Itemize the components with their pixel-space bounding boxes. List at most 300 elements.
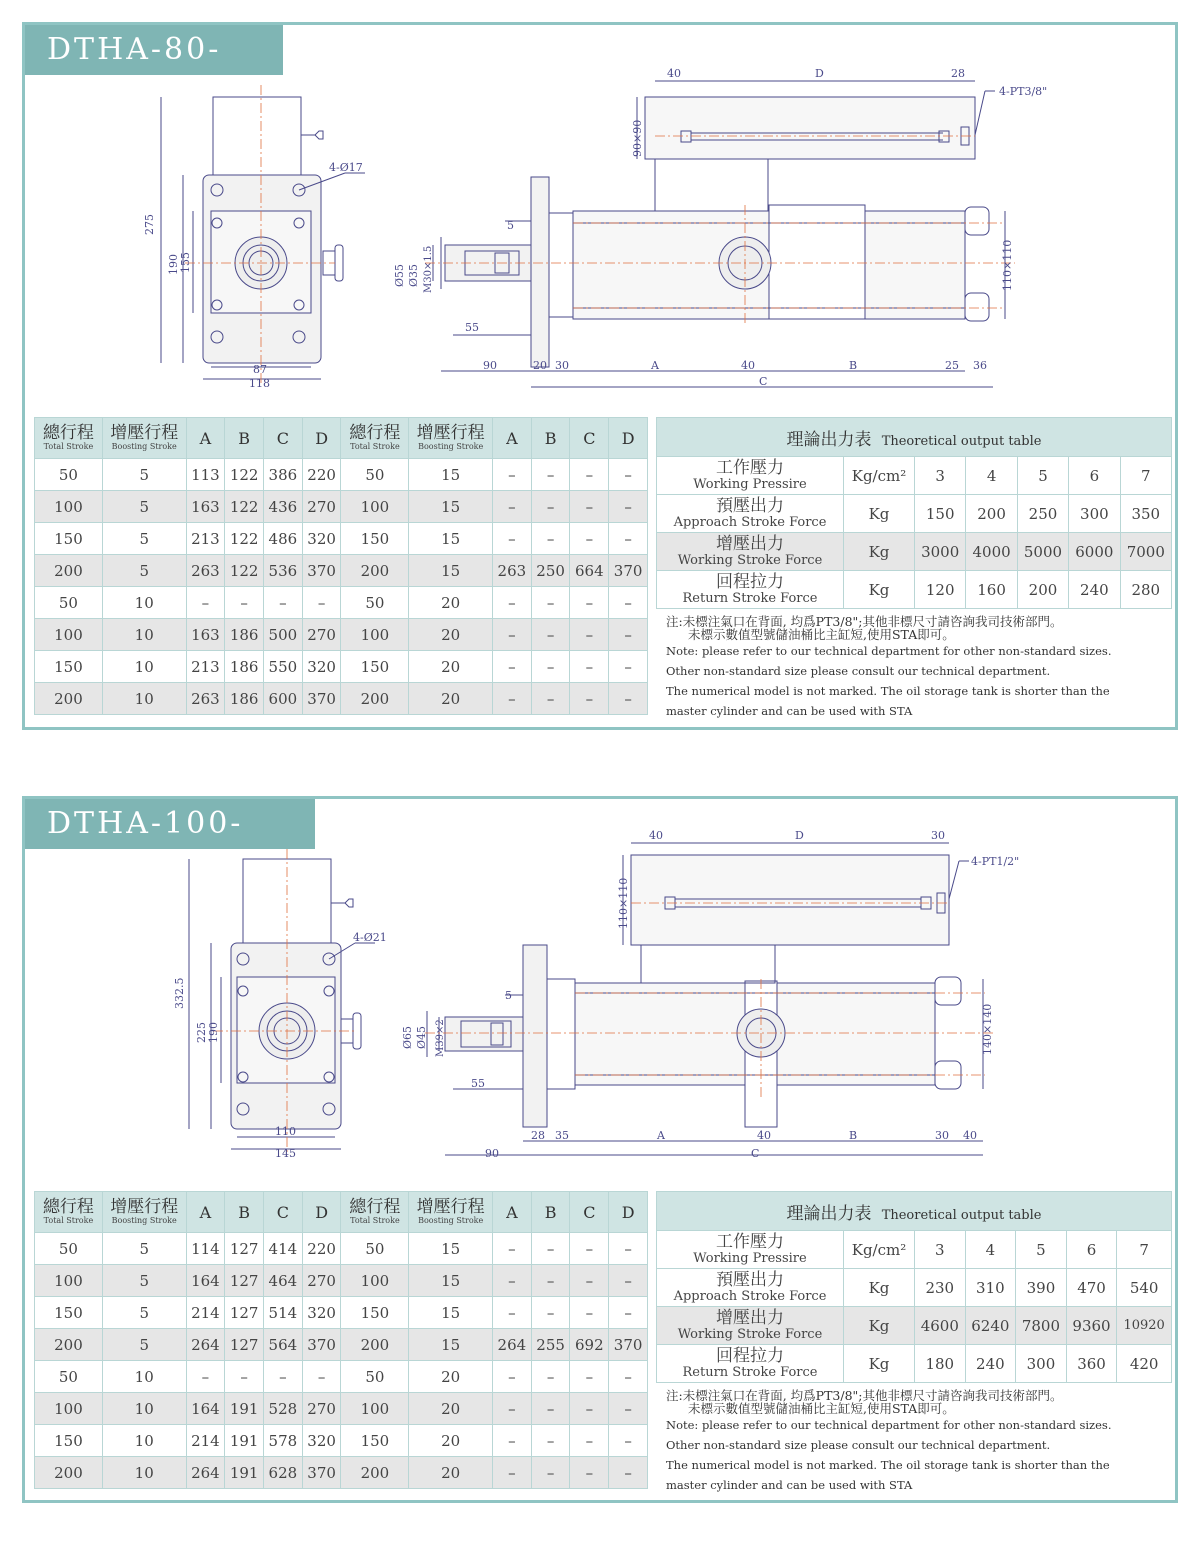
side-flange — [523, 945, 547, 1127]
table-cell: – — [531, 1265, 570, 1297]
table-cell: 122 — [225, 555, 264, 587]
dim-40: 40 — [649, 829, 663, 842]
table-cell: 664 — [570, 555, 609, 587]
table-cell: 320 — [302, 651, 341, 683]
table-cell: 191 — [225, 1393, 264, 1425]
table-cell: 160 — [966, 571, 1017, 609]
dim-od: Ø55 — [393, 263, 406, 287]
table-cell: 250 — [531, 555, 570, 587]
dim-40b: 40 — [741, 359, 755, 372]
table-cell: 50 — [35, 587, 103, 619]
dim-body: 140×140 — [981, 1003, 994, 1055]
dim-rod: Ø35 — [407, 263, 420, 287]
table-cell: – — [570, 459, 609, 491]
table-cell: 100 — [35, 491, 103, 523]
table-cell: – — [493, 587, 532, 619]
dim-thread: M30×1.5 — [423, 245, 434, 293]
dim-c: C — [759, 375, 768, 388]
dim-40: 40 — [667, 67, 681, 80]
table-cell: 263 — [493, 555, 532, 587]
dim-tank: 110×110 — [617, 877, 630, 929]
table-cell: 220 — [302, 1233, 341, 1265]
table-row — [35, 683, 648, 715]
table-cell: 20 — [409, 1457, 493, 1489]
table-cell: 150 — [915, 495, 966, 533]
table-cell: – — [531, 1233, 570, 1265]
table-cell: 240 — [1069, 571, 1120, 609]
table-cell: – — [609, 523, 648, 555]
table-cell: 200 — [966, 495, 1017, 533]
table-cell: – — [531, 1425, 570, 1457]
dim-28: 28 — [531, 1129, 545, 1142]
table-cell: 270 — [302, 1393, 341, 1425]
notes: 注:未標注氣口在背面, 均爲PT3/8";其他非標尺寸請咨詢我司技術部門。 未標示數值型號儲油桶比主缸短,使用STA即可。 Note: please refer to our technical department for other non-standard sizes. Other non-standard size please consult our technical department. The numerical model is not marked. The oil storage tank is shorter than the master cylinder and can be used with STA — [666, 614, 1112, 718]
table-row — [35, 619, 648, 651]
table-cell: 528 — [264, 1393, 303, 1425]
dim-b: B — [849, 1129, 858, 1142]
table-cell: 180 — [915, 1345, 966, 1383]
table-cell: 214 — [186, 1425, 225, 1457]
dim-holes: 4-Ø21 — [353, 931, 387, 944]
table-cell: 9360 — [1066, 1307, 1117, 1345]
table-cell: B — [225, 418, 264, 459]
table-cell: – — [531, 651, 570, 683]
table-cell: – — [493, 459, 532, 491]
table-cell: – — [609, 1297, 648, 1329]
table-cell: 6 — [1069, 457, 1120, 495]
table-cell: 370 — [302, 555, 341, 587]
table-cell: 200 — [341, 555, 409, 587]
dim-30: 30 — [555, 359, 569, 372]
dim-30: 30 — [931, 829, 945, 842]
table-cell: – — [186, 587, 225, 619]
dim-25: 25 — [945, 359, 959, 372]
table-cell: – — [609, 1361, 648, 1393]
table-cell: 114 — [186, 1233, 225, 1265]
table-cell: – — [264, 1361, 303, 1393]
dim-90: 90 — [483, 359, 497, 372]
table-cell: – — [493, 683, 532, 715]
table-cell: 150 — [341, 1425, 409, 1457]
table-cell: Kg/cm² — [844, 1231, 915, 1269]
dim-20: 20 — [533, 359, 547, 372]
table-cell: 6 — [1066, 1231, 1117, 1269]
dim-5: 5 — [507, 219, 514, 232]
table-cell: 370 — [302, 1329, 341, 1361]
table-cell: 122 — [225, 523, 264, 555]
table-cell: 370 — [302, 1457, 341, 1489]
table-cell: – — [531, 619, 570, 651]
table-cell: D — [609, 418, 648, 459]
table-cell: – — [531, 587, 570, 619]
table-cell: 200 — [341, 1329, 409, 1361]
table-cell: 20 — [409, 1361, 493, 1393]
table-cell: 150 — [35, 523, 103, 555]
table-row — [35, 1265, 648, 1297]
table-cell: – — [570, 587, 609, 619]
table-cell: 15 — [409, 459, 493, 491]
table-cell: B — [531, 418, 570, 459]
table-cell: – — [531, 1393, 570, 1425]
table-cell: – — [531, 1297, 570, 1329]
table-cell: – — [531, 459, 570, 491]
table-cell: 200 — [341, 1457, 409, 1489]
table-cell: Kg — [844, 571, 915, 609]
table-cell: 255 — [531, 1329, 570, 1361]
table-cell: 20 — [409, 1425, 493, 1457]
table-cell: 564 — [264, 1329, 303, 1361]
table-cell: 191 — [225, 1425, 264, 1457]
table-cell: 120 — [915, 571, 966, 609]
front-tank — [213, 97, 301, 177]
table-cell: D — [609, 1192, 648, 1233]
table-cell: 5 — [1017, 457, 1068, 495]
table-cell: 5 — [102, 555, 186, 587]
table-cell: Kg — [844, 495, 915, 533]
table-cell: 20 — [409, 651, 493, 683]
table-cell: 50 — [35, 1233, 103, 1265]
dim-rod: Ø45 — [415, 1025, 428, 1049]
table-cell: 10 — [102, 1393, 186, 1425]
dim-190: 190 — [167, 254, 180, 275]
table-cell: 113 — [186, 459, 225, 491]
table-cell: C — [570, 418, 609, 459]
table-cell: 5000 — [1017, 533, 1068, 571]
model-title: DTHA-100-10T — [25, 799, 315, 849]
table-cell: – — [493, 619, 532, 651]
table-cell: – — [493, 491, 532, 523]
table-cell: 50 — [35, 1361, 103, 1393]
table-cell: 350 — [1120, 495, 1171, 533]
table-row — [35, 1361, 648, 1393]
table-cell: 200 — [35, 555, 103, 587]
table-cell: 386 — [264, 459, 303, 491]
table-cell: 270 — [302, 1265, 341, 1297]
table-cell: – — [570, 491, 609, 523]
dim-od: Ø65 — [401, 1025, 414, 1049]
table-cell: 150 — [341, 1297, 409, 1329]
table-cell: 50 — [35, 459, 103, 491]
table-cell: 370 — [609, 1329, 648, 1361]
table-cell: 20 — [409, 1393, 493, 1425]
table-cell: – — [570, 651, 609, 683]
table-cell: 164 — [186, 1265, 225, 1297]
table-cell: 50 — [341, 459, 409, 491]
table-cell: 10 — [102, 1425, 186, 1457]
table-row — [35, 1393, 648, 1425]
table-row — [35, 1297, 648, 1329]
table-cell: 20 — [409, 619, 493, 651]
table-cell: 10 — [102, 683, 186, 715]
dim-port: 4-PT3/8" — [999, 85, 1048, 98]
table-cell: 550 — [264, 651, 303, 683]
table-cell: 213 — [186, 523, 225, 555]
table-cell: 264 — [186, 1329, 225, 1361]
table-cell: 270 — [302, 491, 341, 523]
dim-36: 36 — [973, 359, 987, 372]
table-cell: – — [493, 1393, 532, 1425]
dim-87: 87 — [253, 363, 267, 376]
table-cell: 5 — [102, 1265, 186, 1297]
model-title: DTHA-80-5T — [25, 25, 283, 75]
side-tank — [645, 97, 975, 159]
model-panel-2 — [22, 796, 1178, 1503]
dim-155: 155 — [179, 252, 192, 273]
dim-holes: 4-Ø17 — [329, 161, 363, 174]
table-cell: 100 — [35, 619, 103, 651]
dim-40b: 40 — [757, 1129, 771, 1142]
table-cell: 10 — [102, 587, 186, 619]
table-cell: – — [225, 587, 264, 619]
table-cell: 15 — [409, 555, 493, 587]
table-cell: – — [531, 1457, 570, 1489]
table-cell: 692 — [570, 1329, 609, 1361]
table-cell: 10 — [102, 651, 186, 683]
table-row — [35, 651, 648, 683]
table-cell: Kg — [844, 533, 915, 571]
table-cell: – — [302, 1361, 341, 1393]
table-cell: 5 — [1016, 1231, 1067, 1269]
table-cell: – — [493, 651, 532, 683]
table-cell: 100 — [341, 1393, 409, 1425]
table-cell: Kg — [844, 1307, 915, 1345]
table-cell: – — [570, 619, 609, 651]
table-cell: 414 — [264, 1233, 303, 1265]
table-cell: 370 — [609, 555, 648, 587]
table-cell: 320 — [302, 1297, 341, 1329]
table-cell: 10 — [102, 619, 186, 651]
dim-b: B — [849, 359, 858, 372]
table-cell: D — [302, 418, 341, 459]
table-cell: 436 — [264, 491, 303, 523]
table-cell: 163 — [186, 491, 225, 523]
table-cell: 15 — [409, 1233, 493, 1265]
table-cell: – — [609, 587, 648, 619]
table-cell: B — [225, 1192, 264, 1233]
table-cell: 214 — [186, 1297, 225, 1329]
table-cell: B — [531, 1192, 570, 1233]
table-cell: C — [264, 418, 303, 459]
table-cell: – — [531, 683, 570, 715]
table-cell: – — [225, 1361, 264, 1393]
table-cell: 15 — [409, 1265, 493, 1297]
dim-tank: 90×90 — [631, 119, 644, 157]
table-cell: – — [570, 1361, 609, 1393]
dim-332: 332.5 — [173, 977, 186, 1009]
table-cell: Kg — [844, 1269, 915, 1307]
table-cell: 264 — [493, 1329, 532, 1361]
table-cell: 230 — [915, 1269, 966, 1307]
table-row — [35, 555, 648, 587]
table-cell: 4 — [965, 1231, 1016, 1269]
table-row — [35, 1457, 648, 1489]
table-cell: 5 — [102, 1297, 186, 1329]
table-cell: 7000 — [1120, 533, 1171, 571]
table-cell: – — [531, 1361, 570, 1393]
table-cell: 578 — [264, 1425, 303, 1457]
table-cell: 470 — [1066, 1269, 1117, 1307]
table-cell: – — [609, 1457, 648, 1489]
table-cell: 127 — [225, 1329, 264, 1361]
table-cell: 100 — [341, 619, 409, 651]
table-cell: 5 — [102, 491, 186, 523]
table-cell: 100 — [341, 1265, 409, 1297]
table-row: 工作壓力 Working Pressire Kg/cm² 3 4 5 6 7 — [657, 1231, 1172, 1269]
table-cell: 5 — [102, 523, 186, 555]
table-cell: 10920 — [1117, 1307, 1172, 1345]
dim-d: D — [815, 67, 824, 80]
table-cell: 191 — [225, 1457, 264, 1489]
table-cell: 263 — [186, 683, 225, 715]
technical-drawing — [25, 25, 1175, 415]
table-cell: – — [570, 1297, 609, 1329]
table-cell: Kg — [844, 1345, 915, 1383]
table-cell: 100 — [35, 1265, 103, 1297]
table-cell: 250 — [1017, 495, 1068, 533]
table-cell: 163 — [186, 619, 225, 651]
table-cell: 10 — [102, 1457, 186, 1489]
table-cell: 150 — [35, 1297, 103, 1329]
table-cell: 100 — [341, 491, 409, 523]
table-cell: Kg/cm² — [844, 457, 915, 495]
table-cell: 540 — [1117, 1269, 1172, 1307]
table-cell: 300 — [1069, 495, 1120, 533]
table-cell: 420 — [1117, 1345, 1172, 1383]
table-cell: 3 — [915, 457, 966, 495]
table-cell: – — [493, 1265, 532, 1297]
table-cell: 514 — [264, 1297, 303, 1329]
table-row — [35, 459, 648, 491]
table-cell: – — [570, 1233, 609, 1265]
table-cell: 200 — [1017, 571, 1068, 609]
table-cell: 220 — [302, 459, 341, 491]
dimension-table: 總行程 Total Stroke 增壓行程 Boosting Stroke A B C D 總行程 Total Stroke 增壓行程 Boosting Stroke A B C D 50 5 114 127 414 220 50 15 – – – – 100 5 164 127 464 270 100 15 – – – – 150 5 214 127 514 320 150 15 – – – – 200 5 264 127 564 370 200 15 264 255 692 370 50 10 – – – – 50 20 – – – – 100 10 164 191 528 270 100 20 – – – – 150 10 214 191 578 320 150 20 – – – – 200 10 264 191 628 370 200 20 – – – – — [34, 1191, 648, 1489]
table-cell: 20 — [409, 683, 493, 715]
table-cell: 7 — [1117, 1231, 1172, 1269]
table-cell: – — [531, 523, 570, 555]
dim-port: 4-PT1/2" — [971, 855, 1020, 868]
table-row: 工作壓力 Working Pressire Kg/cm² 3 4 5 6 7 — [657, 457, 1172, 495]
table-cell: – — [609, 619, 648, 651]
dim-118: 118 — [249, 377, 270, 390]
table-cell: 5 — [102, 459, 186, 491]
table-row: 預壓出力 Approach Stroke Force Kg 230 310 390 470 540 — [657, 1269, 1172, 1307]
output-table: 理論出力表 Theoretical output table 工作壓力 Working Pressire Kg/cm² 3 4 5 6 7 預壓出力 Approach Stroke Force Kg 230 310 390 470 540 增壓出力 Working Stroke Force Kg 4600 6240 7800 9360 10920 回程拉力 Return Stroke Force Kg 180 240 300 360 420 — [656, 1191, 1172, 1383]
table-cell: 360 — [1066, 1345, 1117, 1383]
table-cell: A — [493, 418, 532, 459]
dim-d: D — [795, 829, 804, 842]
table-cell: 5 — [102, 1329, 186, 1361]
table-cell: 164 — [186, 1393, 225, 1425]
table-cell: 320 — [302, 1425, 341, 1457]
technical-drawing — [25, 799, 1175, 1189]
table-cell: 200 — [341, 683, 409, 715]
side-tank — [631, 855, 949, 945]
table-row — [35, 491, 648, 523]
table-cell: 370 — [302, 683, 341, 715]
table-row: 增壓出力 Working Stroke Force Kg 3000 4000 5000 6000 7000 — [657, 533, 1172, 571]
table-cell: 100 — [35, 1393, 103, 1425]
table-cell: 3 — [915, 1231, 966, 1269]
table-cell: – — [493, 523, 532, 555]
table-cell: A — [493, 1192, 532, 1233]
table-cell: 486 — [264, 523, 303, 555]
side-flange — [531, 177, 549, 367]
table-cell: 270 — [302, 619, 341, 651]
dim-55: 55 — [471, 1077, 485, 1090]
dim-145: 145 — [275, 1147, 296, 1160]
table-cell: 15 — [409, 1329, 493, 1361]
table-cell: 4000 — [966, 533, 1017, 571]
table-cell: 200 — [35, 1329, 103, 1361]
table-cell: 280 — [1120, 571, 1171, 609]
table-row — [35, 1425, 648, 1457]
table-cell: 500 — [264, 619, 303, 651]
table-row — [35, 587, 648, 619]
table-cell: 464 — [264, 1265, 303, 1297]
table-cell: 263 — [186, 555, 225, 587]
table-cell: 3000 — [915, 533, 966, 571]
table-cell: 390 — [1016, 1269, 1067, 1307]
table-cell: – — [570, 523, 609, 555]
table-cell: C — [264, 1192, 303, 1233]
table-cell: 122 — [225, 459, 264, 491]
dim-a: A — [651, 359, 659, 372]
table-cell: 186 — [225, 683, 264, 715]
table-cell: 6240 — [965, 1307, 1016, 1345]
dim-body: 110×110 — [1001, 239, 1014, 291]
dim-a: A — [657, 1129, 665, 1142]
dim-5: 5 — [505, 989, 512, 1002]
table-cell: – — [609, 1393, 648, 1425]
dim-275: 275 — [143, 214, 156, 235]
table-cell: – — [531, 491, 570, 523]
table-cell: – — [493, 1297, 532, 1329]
dim-90: 90 — [485, 1147, 499, 1160]
table-cell: 15 — [409, 1297, 493, 1329]
table-cell: 122 — [225, 491, 264, 523]
table-cell: 240 — [965, 1345, 1016, 1383]
table-row: 預壓出力 Approach Stroke Force Kg 150 200 250 300 350 — [657, 495, 1172, 533]
output-table: 理論出力表 Theoretical output table 工作壓力 Working Pressire Kg/cm² 3 4 5 6 7 預壓出力 Approach Stroke Force Kg 150 200 250 300 350 增壓出力 Working Stroke Force Kg 3000 4000 5000 6000 7000 回程拉力 Return Stroke Force Kg 120 160 200 240 280 — [656, 417, 1172, 609]
table-cell: – — [570, 1393, 609, 1425]
table-cell: 150 — [35, 651, 103, 683]
table-cell: – — [493, 1233, 532, 1265]
table-cell: 50 — [341, 1361, 409, 1393]
table-cell: – — [570, 1265, 609, 1297]
dim-225: 225 — [195, 1022, 208, 1043]
table-cell: – — [570, 683, 609, 715]
table-cell: 10 — [102, 1361, 186, 1393]
table-cell: 536 — [264, 555, 303, 587]
table-row: 回程拉力 Return Stroke Force Kg 120 160 200 240 280 — [657, 571, 1172, 609]
table-cell: 186 — [225, 651, 264, 683]
table-cell: – — [609, 651, 648, 683]
table-cell: 150 — [341, 523, 409, 555]
table-cell: 4600 — [915, 1307, 966, 1345]
table-cell: 200 — [35, 683, 103, 715]
table-cell: 6000 — [1069, 533, 1120, 571]
table-cell: A — [186, 1192, 225, 1233]
table-row — [35, 1233, 648, 1265]
table-cell: 50 — [341, 1233, 409, 1265]
table-cell: – — [609, 459, 648, 491]
table-row: 回程拉力 Return Stroke Force Kg 180 240 300 360 420 — [657, 1345, 1172, 1383]
dim-190: 190 — [207, 1022, 220, 1043]
table-cell: – — [609, 1265, 648, 1297]
table-cell: – — [570, 1457, 609, 1489]
table-cell: 200 — [35, 1457, 103, 1489]
